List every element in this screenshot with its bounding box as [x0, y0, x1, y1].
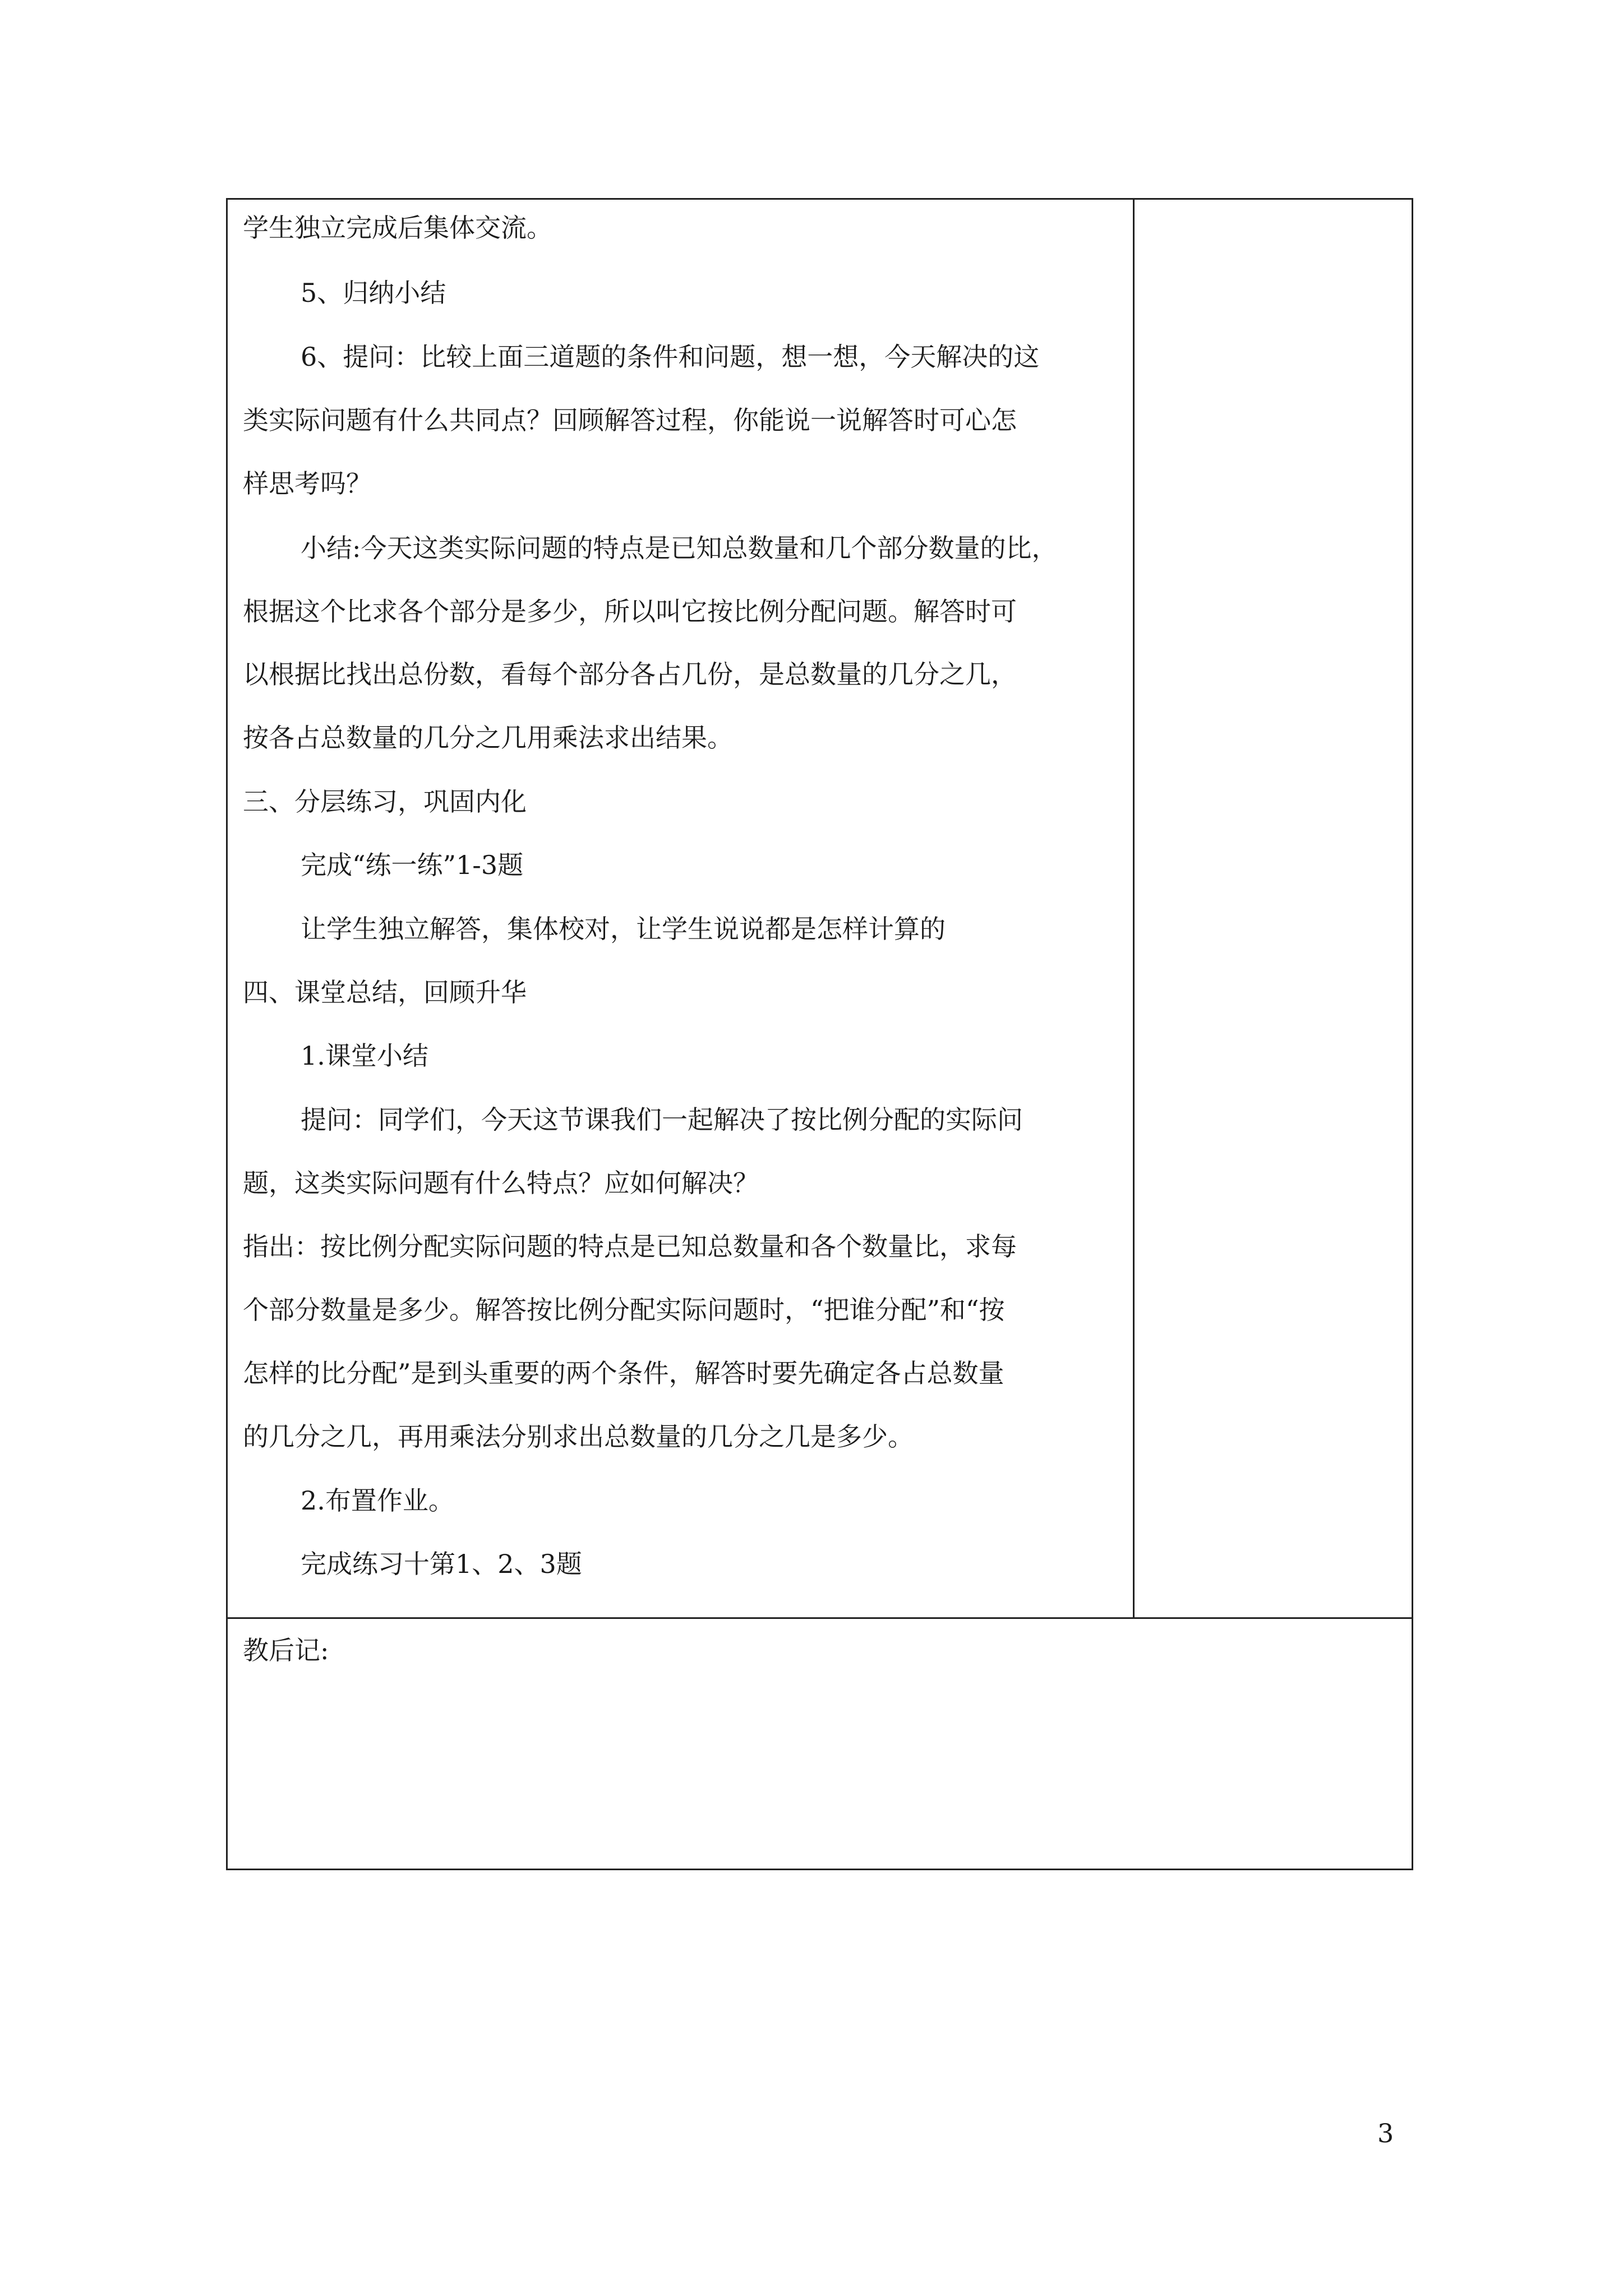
content-line: 完成练习十第1、2、3题	[301, 1549, 582, 1579]
content-line: 2.布置作业。	[301, 1485, 454, 1516]
lesson-plan-table	[226, 198, 1413, 1870]
content-line: 根据这个比求各个部分是多少，所以叫它按比例分配问题。解答时可	[243, 596, 1017, 627]
content-line: 的几分之几，再用乘法分别求出总数量的几分之几是多少。	[243, 1421, 914, 1452]
content-line: 完成“练一练”1-3题	[301, 850, 524, 880]
section-heading: 三、分层练习，巩固内化	[243, 786, 527, 817]
content-line: 让学生独立解答，集体校对，让学生说说都是怎样计算的	[301, 914, 946, 944]
content-line: 5、归纳小结	[301, 278, 446, 308]
column-divider	[1133, 200, 1135, 1619]
post-lesson-notes-label: 教后记:	[243, 1635, 329, 1665]
content-line: 个部分数量是多少。解答按比例分配实际问题时，“把谁分配”和“按	[243, 1295, 1005, 1325]
content-line: 提问：同学们，今天这节课我们一起解决了按比例分配的实际问	[301, 1105, 1023, 1135]
content-line: 怎样的比分配”是到头重要的两个条件，解答时要先确定各占总数量	[243, 1358, 1004, 1388]
page-number: 3	[1377, 2118, 1394, 2148]
row-divider	[228, 1617, 1412, 1619]
section-heading: 四、课堂总结，回顾升华	[243, 977, 527, 1007]
content-line: 类实际问题有什么共同点？回顾解答过程，你能说一说解答时可心怎	[243, 405, 1017, 435]
content-line: 6、提问：比较上面三道题的条件和问题，想一想，今天解决的这	[301, 342, 1040, 372]
content-line: 小结:今天这类实际问题的特点是已知总数量和几个部分数量的比，	[301, 533, 1058, 563]
content-line: 题，这类实际问题有什么特点？应如何解决？	[243, 1168, 759, 1198]
content-line: 指出：按比例分配实际问题的特点是已知总数量和各个数量比，求每	[243, 1231, 1017, 1262]
content-line: 1.课堂小结	[301, 1041, 428, 1071]
content-line: 按各占总数量的几分之几用乘法求出结果。	[243, 723, 733, 753]
content-line: 样思考吗？	[243, 468, 372, 499]
content-line: 学生独立完成后集体交流。	[243, 213, 552, 243]
content-line: 以根据比找出总份数，看每个部分各占几份，是总数量的几分之几，	[243, 659, 1017, 689]
